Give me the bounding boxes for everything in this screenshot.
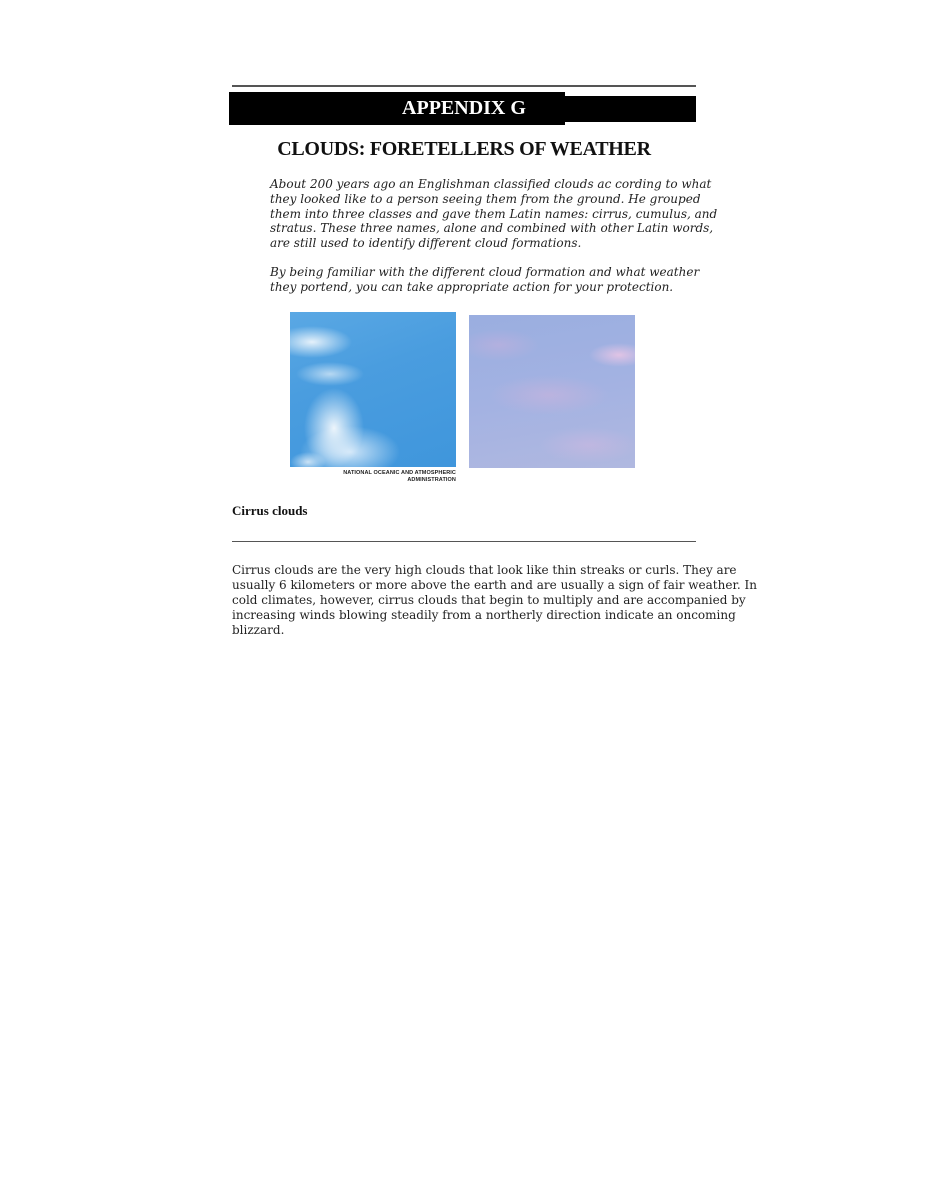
cirrus-photo-blue-sky: [290, 312, 456, 467]
page-title: CLOUDS: FORETELLERS OF WEATHER: [277, 138, 651, 160]
intro-line: they portend, you can take appropriate action for your protection.: [270, 279, 674, 294]
intro-paragraph-1: [270, 177, 718, 251]
intro-line: them into three classes and gave them Latin names: cirrus, cumulus, and: [270, 206, 718, 221]
intro-line: are still used to identify different cloud formations.: [270, 236, 582, 251]
body-line: cold climates, however, cirrus clouds that begin to multiply and are accompanied by: [232, 593, 746, 607]
intro-line: they looked like to a person seeing them from the ground. He grouped: [270, 191, 701, 206]
appendix-title: APPENDIX G: [402, 97, 526, 119]
section-body: [232, 563, 757, 638]
photo-credit-line: ADMINISTRATION: [407, 477, 456, 483]
intro-line: About 200 years ago an Englishman classified clouds ac cording to what: [270, 177, 712, 191]
intro-line: stratus. These three names, alone and combined with other Latin words,: [270, 221, 714, 236]
intro-paragraph-2: [270, 265, 700, 295]
photo-credit-line: NATIONAL OCEANIC AND ATMOSPHERIC: [343, 470, 456, 476]
body-line: increasing winds blowing steadily from a northerly direction indicate an oncoming: [232, 608, 736, 622]
cirrus-photo-pink-sky: [469, 315, 635, 468]
body-line: usually 6 kilometers or more above the earth and are usually a sign of fair weather. In: [232, 578, 757, 592]
top-divider: [232, 85, 696, 87]
body-line: Cirrus clouds are the very high clouds that look like thin streaks or curls. They are: [232, 563, 737, 577]
section-heading: Cirrus clouds: [232, 503, 308, 518]
section-divider: [232, 541, 696, 542]
photo-credit: [300, 470, 456, 484]
body-line: blizzard.: [232, 623, 285, 637]
intro-line: By being familiar with the different cloud formation and what weather: [270, 265, 700, 279]
